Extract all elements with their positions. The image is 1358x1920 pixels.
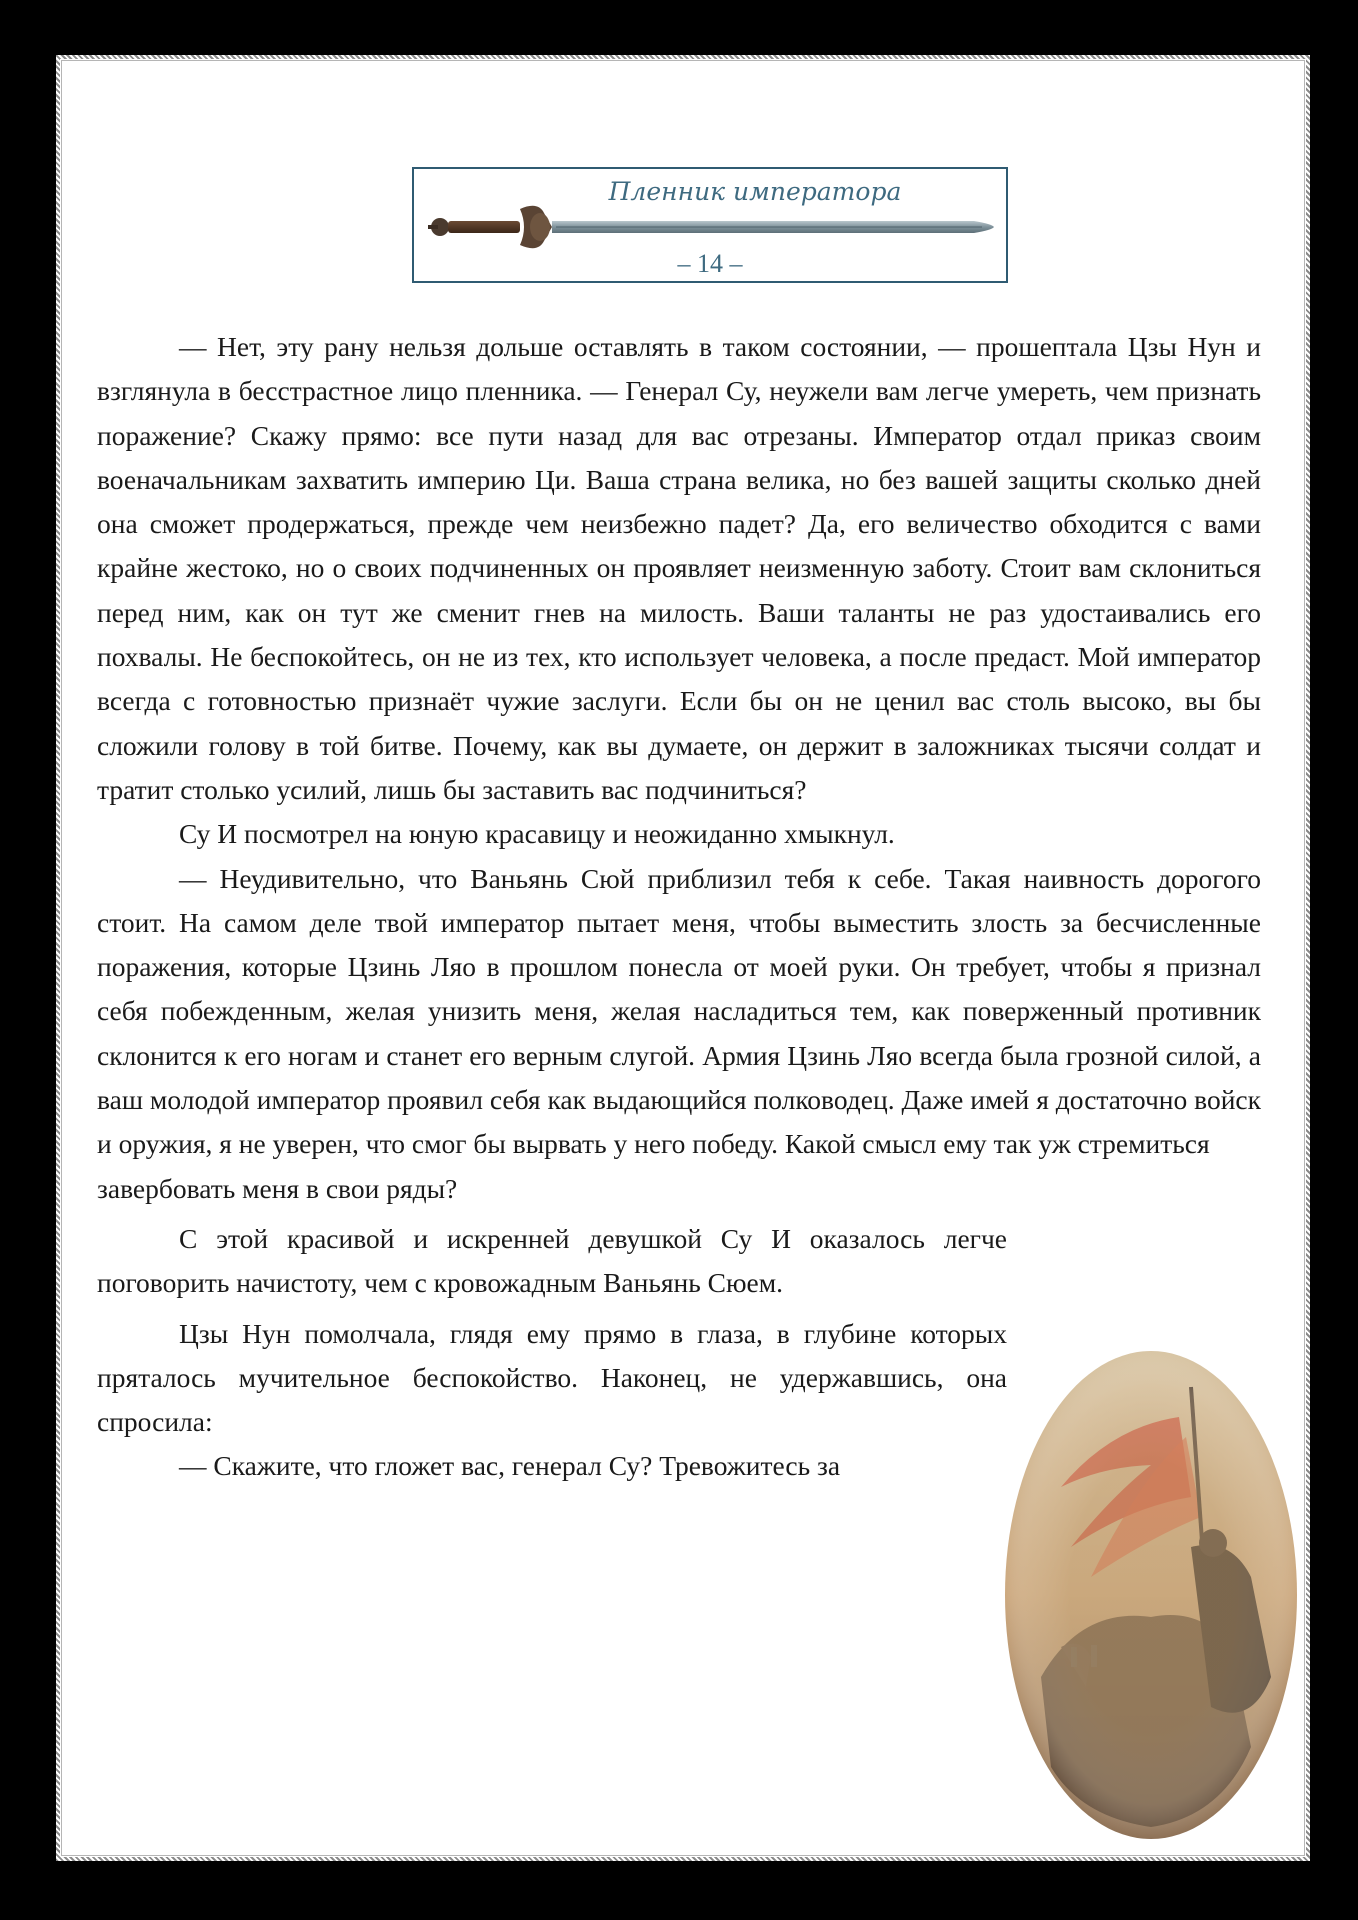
body-text: [97, 325, 1261, 1489]
paragraph: — Скажите, что гложет вас, генерал Су? Тревожитесь за: [179, 1450, 841, 1482]
book-page: [56, 55, 1310, 1861]
paragraph: Цзы Нун помолчала, глядя ему прямо в глаза, в глубине которых пряталось мучительное беспокойство. Наконец, не удержавшись, она спросила:: [97, 1317, 1007, 1438]
paragraph: Су И посмотрел на юную красавицу и неожиданно хмыкнул.: [179, 818, 895, 850]
paragraph: С этой красивой и искренней девушкой Су И оказалось легче поговорить начистоту, чем с кровожадным Ваньянь Сюем.: [97, 1222, 1007, 1299]
page-number: – 14 –: [677, 249, 743, 278]
book-title: Пленник императора: [608, 177, 902, 206]
paragraph: — Нет, эту рану нельзя дольше оставлять в таком состоянии, — прошептала Цзы Нун и взглянула в бесстрастное лицо пленника. — Генерал Су, неужели вам легче умереть, чем признать поражение? Скажу прямо: все пути назад для вас отрезаны. Император отдал приказ своим военачальникам захватить империю Ци. Ваша страна велика, но без вашей защиты сколько дней она сможет продержаться, прежде чем неизбежно падет? Да, его величество обходится с вами крайне жестоко, но о своих подчиненных он проявляет неизменную заботу. Стоит вам склониться перед ним, как он тут же сменит гнев на милость. Ваши таланты не раз удостаивались его похвалы. Не беспокойтесь, он не из тех, кто использует человека, а после предаст. Мой император всегда с готовностью признаёт чужие заслуги. Если бы он не ценил вас столь высоко, вы бы сложили голову в той битве. Почему, как вы думаете, он держит в заложниках тысячи солдат и тратит столько усилий, лишь бы заставить вас подчиниться?: [97, 331, 1261, 805]
paragraph: — Неудивительно, что Ваньянь Сюй приблизил тебя к себе. Такая наивность дорогого стоит. На самом деле твой император пытает меня, чтобы выместить злость за бесчисленные поражения, которые Цзинь Ляо в прошлом понесла от моей руки. Он требует, чтобы я признал себя побежденным, желая унизить меня, желая насладиться тем, как поверженный противник склонится к его ногам и станет его верным слугой. Армия Цзинь Ляо всегда была грозной силой, а ваш молодой император проявил себя как выдающийся полководец. Даже имей я достаточно войск и оружия, я не уверен, что смог бы вырвать у него победу. Какой смысл ему так уж стремиться: [97, 862, 1261, 1160]
paragraph: завербовать меня в свои ряды?: [97, 1172, 458, 1204]
running-header: [412, 167, 1008, 283]
warrior-illustration: [1001, 1347, 1301, 1843]
